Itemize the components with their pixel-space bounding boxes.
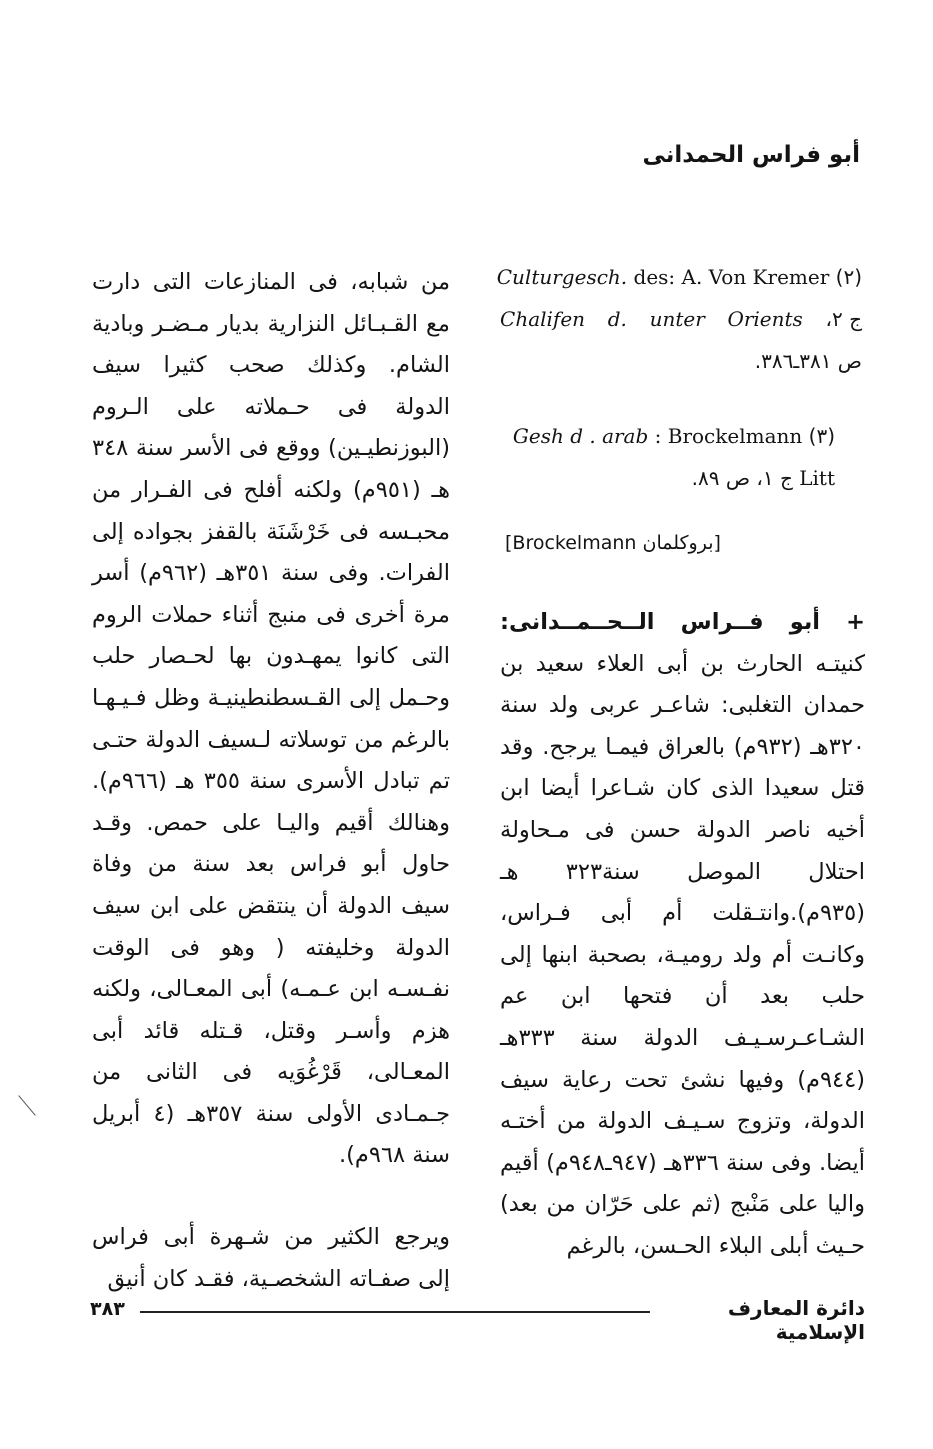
entry-column-right <box>500 602 865 1268</box>
footnote-2-author: A. Von Kremer <box>681 265 830 289</box>
entry-body: كنيتـه الحارث بن أبى العلاء سعيد بن حمدان التغلبى: شاعـر عربى ولد سنة ٣٢٠هـ (٩٣٢م) بالعراق فيمـا يرجح. وقد قتل سعيدا الذى كان شـاعرا أيضا ابن أخيه ناصر الدولة حسن فى مـحاولة احتلال الموصل سنة٣٢٣ هـ (٩٣٥م).وانتـقلت أم أبى فـراس، وكانـت أم ولد روميـة، بصحبة ابنها إلى حلب بعد أن فتحها ابن عم الشـاعـرسـيـف الدولة سنة ٣٣٣هـ (٩٤٤م) وفيها نشئ تحت رعاية سيف الدولة، وتزوج سـيـف الدولة من أختـه أيضا. وفى سنة ٣٣٦هـ (٩٤٧ـ٩٤٨م) أقيم واليا على مَنْبج (ثم على حَرّان من بعد) حـيث أبلى البلاء الحـسن، بالرغم <box>500 650 865 1259</box>
footnote-2-volume: ج ٢، <box>825 307 862 331</box>
footnote-3 <box>500 415 835 499</box>
footnote-2-title-word: Orients <box>727 307 803 331</box>
footnote-2-title-word: Chalifen <box>500 307 586 331</box>
author-name-latin: Brockelmann <box>512 532 637 554</box>
footnote-3-author: Brockelmann <box>667 424 803 448</box>
page-number: ٣٨٣ <box>90 1298 125 1320</box>
footnote-3-title: Gesh d . arab <box>512 424 649 448</box>
footnote-2-des: des: <box>633 265 676 289</box>
footnote-2-title-word: d. <box>607 307 627 331</box>
footnote-2-title-word: unter <box>649 307 705 331</box>
footnote-3-colon: : <box>654 424 662 448</box>
margin-mark <box>18 1095 35 1116</box>
footnote-3-number: (٣) <box>808 424 835 448</box>
entry-paragraph <box>500 602 865 1268</box>
footer-rule <box>140 1311 650 1313</box>
footnote-2-line-2 <box>500 298 862 340</box>
footer-title: دائرة المعارف الإسلامية <box>727 1296 865 1344</box>
footnote-3-volume-pages: ج ١، ص ٨٩. <box>691 466 793 490</box>
footnote-3-litt: Litt <box>799 466 835 490</box>
footnote-3-line-2 <box>500 457 835 499</box>
footnote-2-pages: ص ٣٨١ـ٣٨٦. <box>754 349 862 373</box>
left-paragraph-2: ويرجع الكثير من شـهرة أبى فراس إلى صفـاته الشخصـية، فقـد كان أنيق <box>92 1224 450 1292</box>
bracket-open: [ <box>713 532 721 554</box>
paragraph-gap <box>92 1177 450 1217</box>
entry-headword: + أبو فــراس الــحــمــدانى: <box>500 609 865 635</box>
author-signature <box>505 532 721 554</box>
footnote-2-number: (٢) <box>835 265 862 289</box>
author-name-arabic: بروكلمان <box>642 532 714 554</box>
running-head: أبو فراس الحمدانى <box>642 142 860 168</box>
footnote-2-line-1 <box>496 256 862 298</box>
footnote-3-line-1 <box>500 415 835 457</box>
footnote-2-title-start: Culturgesch. <box>496 265 628 289</box>
left-paragraph-1: من شبابه، فى المنازعات التى دارت مع القـبـائل النزارية بديار مـضـر وبادية الشام. وكذلك صحب كثيرا سيف الدولة فى حـملاته على الـروم (البوزنطيـين) ووقع فى الأسر سنة ٣٤٨ هـ (٩٥١م) ولكنه أفلح فى الفـرار من محبـسه فى خَرْشَنَة بالقفز بجواده إلى الفرات. وفى سنة ٣٥١هـ (٩٦٢م) أسر مرة أخرى فى منبج أثناء حملات الروم التى كانوا يمهـدون بها لحـصار حلب وحـمل إلى القـسطنطينيـة وظل فـيـهـا بالرغم من توسلاته لـسيف الدولة حتـى تم تبادل الأسرى سنة ٣٥٥ هـ (٩٦٦م). وهنالك أقيم واليـا على حمص. وقـد حاول أبو فراس بعد سنة من وفاة سيف الدولة أن ينتقض على ابن سيف الدولة وخليفته ( وهو فى الوقت نفـسـه ابن عـمـه) أبى المعـالى، ولكنه هزم وأسـر وقتل، قـتله قائد أبى المعـالى، قَرْغُوَيه فى الثانى من جـمـادى الأولى سنة ٣٥٧هـ (٤ أبريل سنة ٩٦٨م). <box>92 269 451 1169</box>
bracket-close: ] <box>505 532 513 554</box>
text-column-left <box>92 262 450 1300</box>
footnote-2 <box>496 256 862 382</box>
